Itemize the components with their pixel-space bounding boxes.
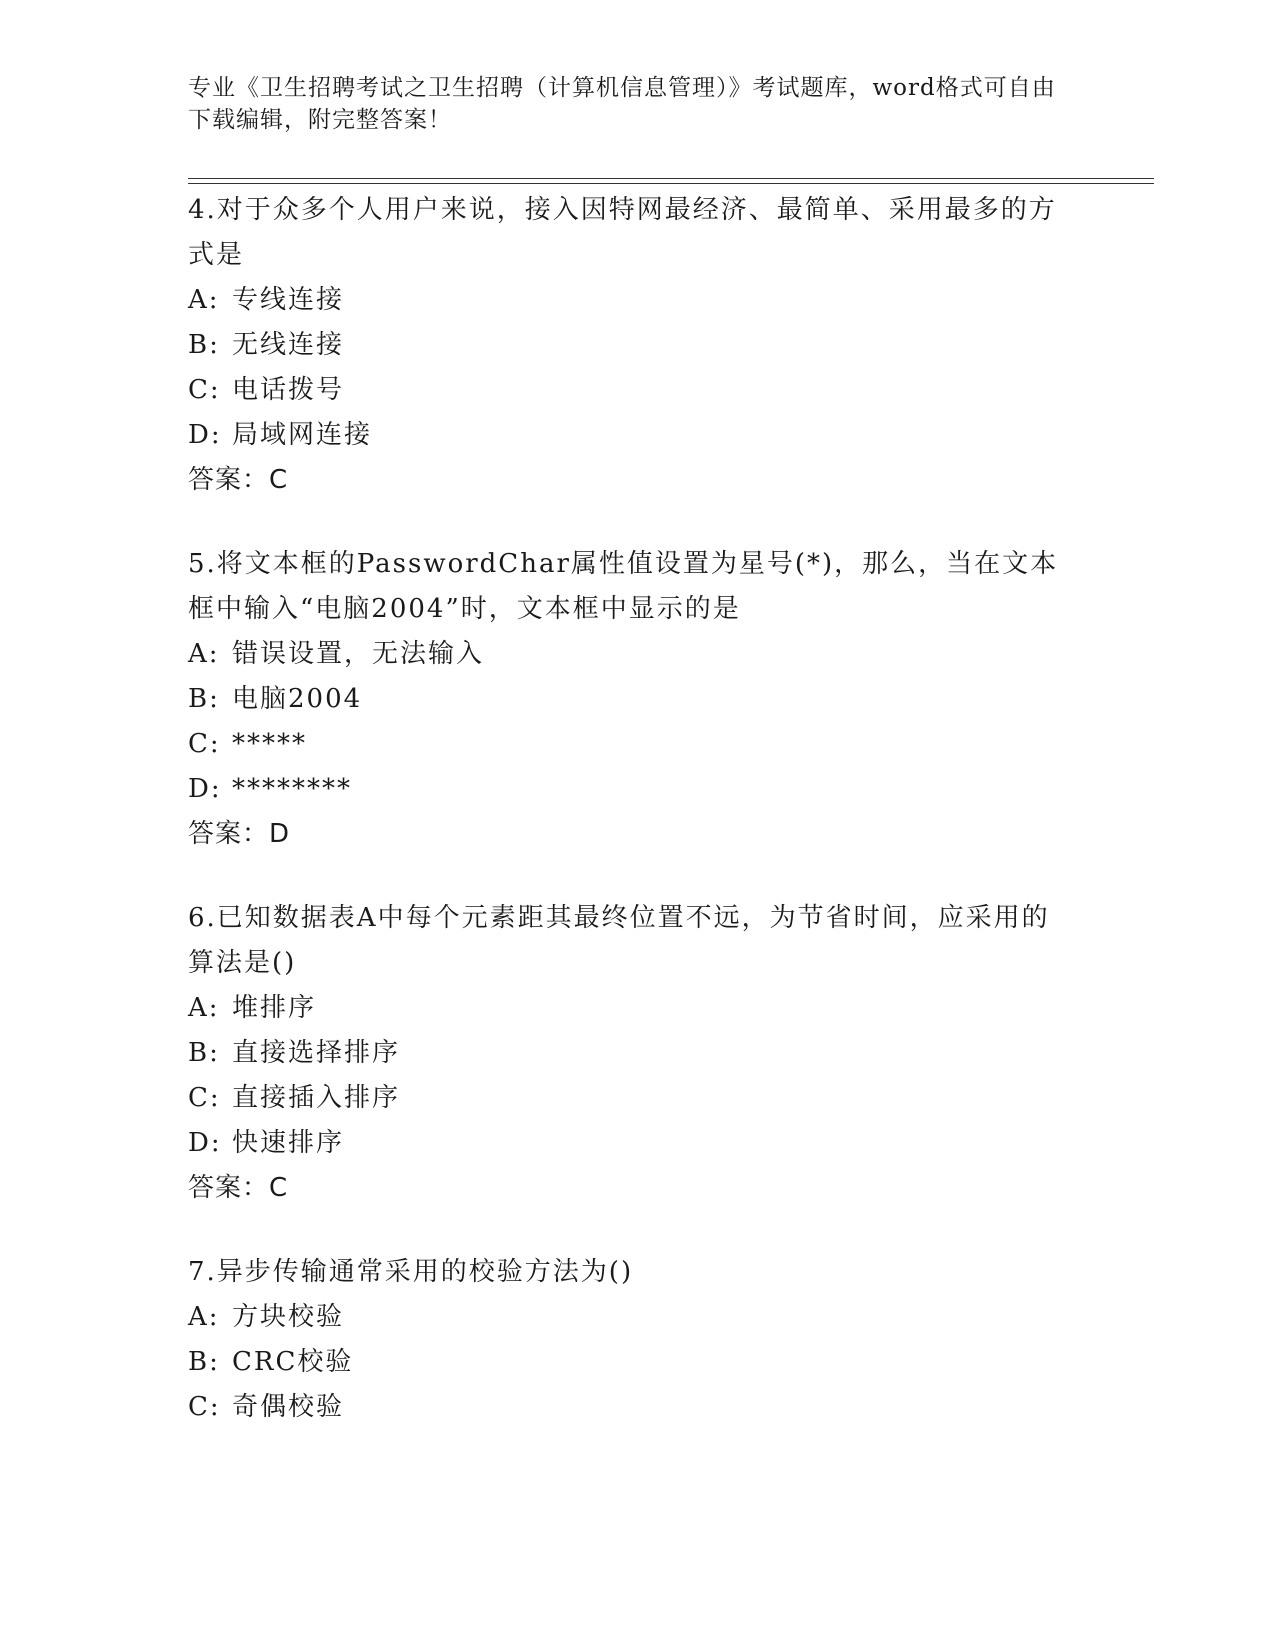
- option-text: 无线连接: [232, 330, 345, 360]
- option-a: [188, 278, 1068, 323]
- option-text: 错误设置，无法输入: [232, 639, 485, 669]
- header-divider-top: [188, 178, 1154, 179]
- option-a: [188, 1295, 1068, 1340]
- option-letter: B:: [188, 1038, 220, 1068]
- option-letter: B:: [188, 1347, 220, 1377]
- document-header: 专业《卫生招聘考试之卫生招聘（计算机信息管理）》考试题库，word格式可自由下载编辑，附完整答案！: [188, 75, 1056, 133]
- option-text: 专线连接: [232, 285, 345, 315]
- option-letter: C:: [188, 375, 221, 405]
- option-text: ********: [232, 774, 352, 804]
- option-text: 直接插入排序: [232, 1083, 401, 1113]
- option-b: [188, 1031, 1068, 1076]
- option-b: [188, 677, 1068, 722]
- option-letter: C:: [188, 1083, 221, 1113]
- question-stem: 4.对于众多个人用户来说，接入因特网最经济、最简单、采用最多的方式是: [188, 195, 1057, 270]
- option-letter: C:: [188, 1392, 221, 1422]
- answer-line: 答案：C: [188, 1173, 289, 1203]
- option-letter: B:: [188, 684, 220, 714]
- option-text: 堆排序: [232, 993, 317, 1023]
- option-text: CRC校验: [232, 1347, 354, 1377]
- option-text: 电话拨号: [232, 375, 345, 405]
- option-letter: A:: [188, 285, 220, 315]
- question-4: [188, 188, 1068, 503]
- answer-line: 答案：C: [188, 465, 289, 495]
- option-b: [188, 323, 1068, 368]
- option-letter: A:: [188, 1302, 220, 1332]
- option-text: 电脑2004: [232, 684, 363, 714]
- option-c: [188, 1385, 1068, 1430]
- question-stem: 5.将文本框的PasswordChar属性值设置为星号(*)，那么，当在文本框中输入“电脑2004”时，文本框中显示的是: [188, 549, 1059, 624]
- answer-line: 答案：D: [188, 819, 291, 849]
- header-divider-bottom: [188, 183, 1154, 184]
- option-c: [188, 1076, 1068, 1121]
- option-letter: C:: [188, 729, 221, 759]
- question-7: [188, 1250, 1068, 1430]
- option-a: [188, 986, 1068, 1031]
- option-letter: A:: [188, 639, 220, 669]
- option-text: 快速排序: [232, 1128, 345, 1158]
- option-c: [188, 722, 1068, 767]
- option-letter: D:: [188, 420, 222, 450]
- question-stem: 7.异步传输通常采用的校验方法为(): [188, 1257, 634, 1287]
- question-5: [188, 542, 1068, 857]
- option-c: [188, 368, 1068, 413]
- option-text: *****: [232, 729, 307, 759]
- option-text: 方块校验: [232, 1302, 345, 1332]
- option-letter: D:: [188, 774, 222, 804]
- question-6: [188, 896, 1068, 1211]
- option-text: 奇偶校验: [232, 1392, 345, 1422]
- option-a: [188, 632, 1068, 677]
- option-d: [188, 1121, 1068, 1166]
- option-letter: D:: [188, 1128, 222, 1158]
- option-d: [188, 413, 1068, 458]
- option-letter: A:: [188, 993, 220, 1023]
- question-stem: 6.已知数据表A中每个元素距其最终位置不远，为节省时间，应采用的算法是(): [188, 903, 1050, 978]
- question-list: [188, 188, 1068, 1469]
- option-d: [188, 767, 1068, 812]
- option-b: [188, 1340, 1068, 1385]
- option-letter: B:: [188, 330, 220, 360]
- option-text: 直接选择排序: [232, 1038, 401, 1068]
- option-text: 局域网连接: [232, 420, 373, 450]
